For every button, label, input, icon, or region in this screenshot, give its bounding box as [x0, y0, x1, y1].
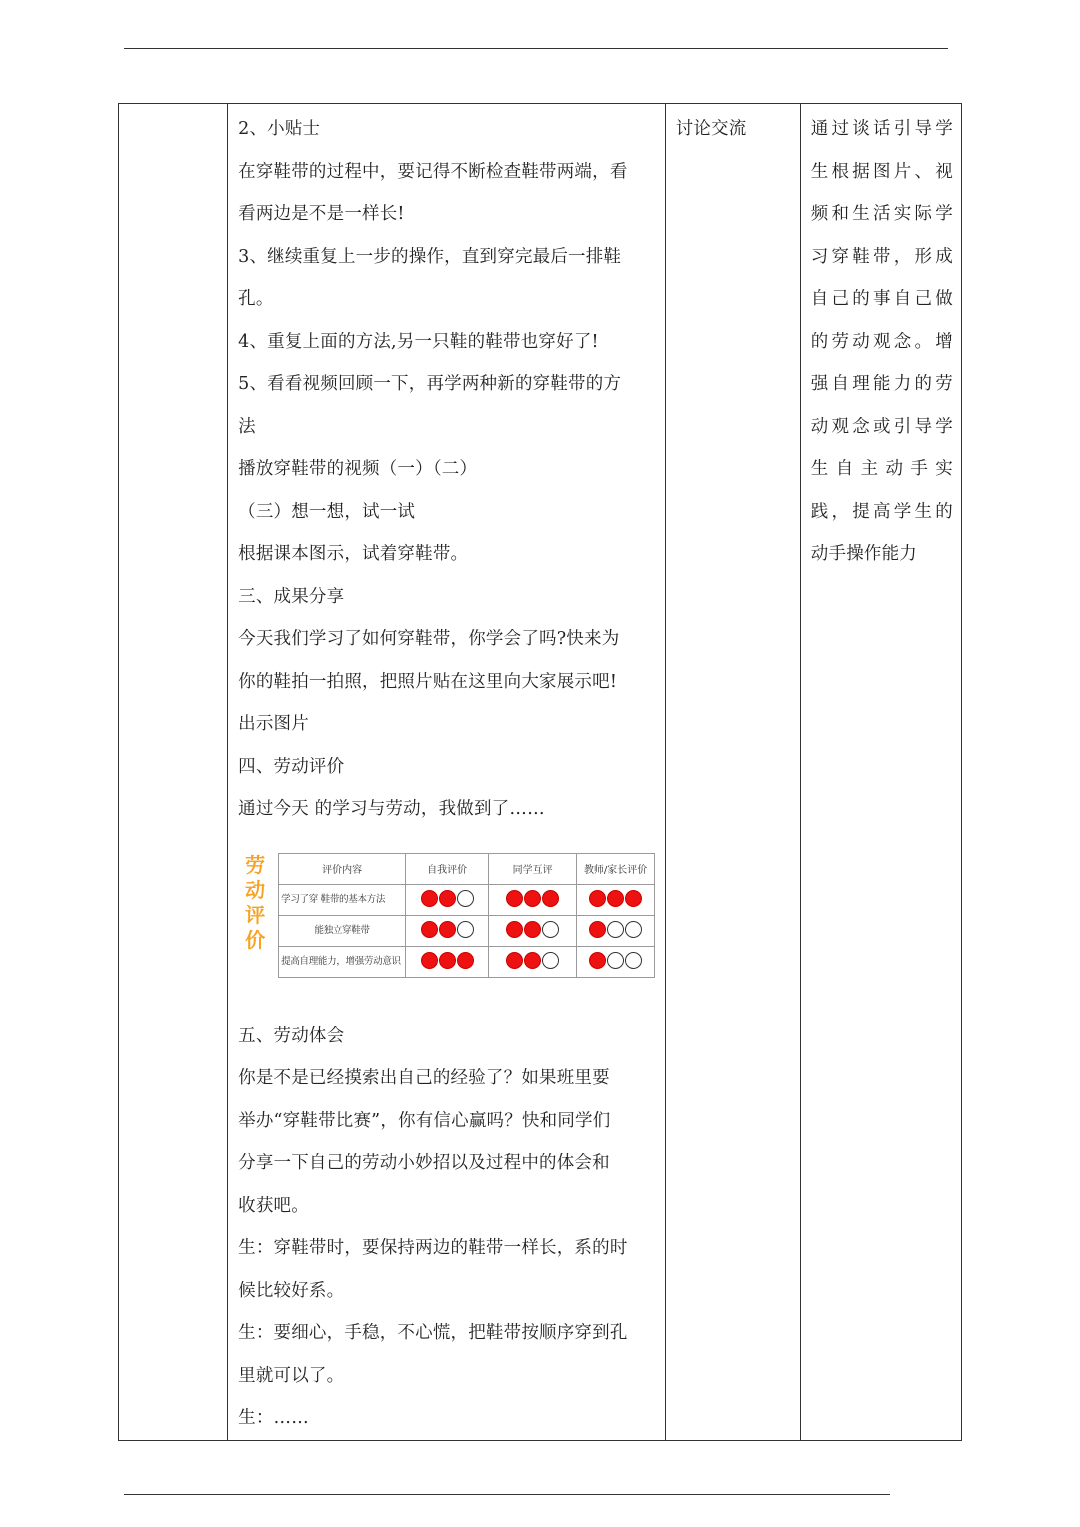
evaluation-row [279, 884, 655, 915]
evaluation-row [279, 915, 655, 946]
filled-rating-dot [524, 890, 541, 907]
filled-rating-dot [421, 890, 438, 907]
evaluation-criterion: 能独立穿鞋带 [279, 915, 406, 946]
content-line: 在穿鞋带的过程中，要记得不断检查鞋带两端，看 [238, 161, 628, 182]
evaluation-figure [238, 839, 655, 1009]
content-line: 通过今天 的学习与劳动，我做到了…… [238, 799, 545, 819]
evaluation-score-cell [577, 915, 655, 946]
design-intent-line: 动手操作能力 [810, 544, 917, 564]
evaluation-row [279, 946, 655, 977]
content-line: 看两边是不是一样长! [238, 204, 405, 224]
content-line: 出示图片 [238, 714, 309, 734]
filled-rating-dot [607, 890, 624, 907]
empty-rating-dot [625, 921, 642, 938]
rating-dots [589, 921, 642, 938]
activity-label: 讨论交流 [675, 119, 747, 139]
rating-dots [589, 952, 642, 969]
filled-rating-dot [589, 890, 606, 907]
filled-rating-dot [506, 952, 523, 969]
filled-rating-dot [542, 890, 559, 907]
content-lines-after [238, 1015, 655, 1440]
header-teacher-eval: 教师/家长评价 [577, 853, 655, 884]
content-line: 四、劳动评价 [238, 756, 345, 777]
content-line: （三）想一想，试一试 [238, 501, 416, 522]
content-line: 3、继续重复上一步的操作，直到穿完最后一排鞋 [238, 246, 622, 267]
content-line: 候比较好系。 [238, 1280, 345, 1301]
content-line: 播放穿鞋带的视频（一）（二） [238, 459, 478, 479]
evaluation-score-cell [406, 884, 489, 915]
design-intent-line: 生根据图片、视 [810, 161, 953, 182]
evaluation-header-row [279, 853, 655, 884]
content-line: 5、看看视频回顾一下，再学两种新的穿鞋带的方 [238, 374, 622, 394]
evaluation-title-char: 价 [245, 927, 266, 952]
content-line: 你是不是已经摸索出自己的经验了？如果班里要 [238, 1068, 610, 1088]
filled-rating-dot [457, 952, 474, 969]
empty-rating-dot [607, 952, 624, 969]
evaluation-title-char: 劳 [245, 852, 266, 877]
content-line: 生：要细心，手稳，不心慌，把鞋带按顺序穿到孔 [238, 1323, 628, 1343]
content-line: 里就可以了。 [238, 1365, 345, 1386]
content-line: 五、劳动体会 [238, 1025, 345, 1046]
empty-rating-dot [542, 952, 559, 969]
content-line: 2、小贴士 [238, 119, 321, 139]
evaluation-score-cell [489, 946, 577, 977]
content-line: 孔。 [238, 289, 274, 309]
content-line: 法 [238, 416, 256, 437]
evaluation-side-title [238, 853, 272, 953]
design-intent-line: 自己的事自己做 [810, 289, 953, 309]
content-line: 三、成果分享 [238, 586, 345, 607]
design-intent-line: 习穿鞋带，形成 [810, 246, 953, 267]
evaluation-title-char: 评 [245, 902, 266, 927]
rating-dots [506, 921, 559, 938]
filled-rating-dot [589, 952, 606, 969]
design-intent-line: 频和生活实际学 [810, 204, 953, 224]
empty-rating-dot [457, 890, 474, 907]
rating-dots [506, 890, 559, 907]
rating-dots [589, 890, 642, 907]
design-intent-line: 的劳动观念。增 [810, 331, 953, 352]
filled-rating-dot [625, 890, 642, 907]
evaluation-title-char: 动 [245, 877, 266, 902]
rating-dots [421, 890, 474, 907]
content-line: 你的鞋拍一拍照，把照片贴在这里向大家展示吧! [238, 671, 618, 692]
activity-cell [665, 104, 800, 1441]
filled-rating-dot [524, 921, 541, 938]
empty-rating-dot [607, 921, 624, 938]
rating-dots [421, 921, 474, 938]
rating-dots [421, 952, 474, 969]
design-intent-line: 生自主动手实 [810, 459, 953, 479]
filled-rating-dot [506, 890, 523, 907]
content-lines-before [238, 108, 655, 831]
evaluation-table [278, 853, 655, 978]
content-line: 生：…… [238, 1408, 309, 1428]
footer-rule [124, 1494, 890, 1495]
content-line: 生：穿鞋带时，要保持两边的鞋带一样长，系的时 [238, 1238, 628, 1258]
design-intent-line: 强自理能力的劳 [810, 374, 953, 394]
content-line: 举办“穿鞋带比赛”，你有信心赢吗？快和同学们 [238, 1110, 611, 1131]
filled-rating-dot [589, 921, 606, 938]
design-intent-line: 通过谈话引导学 [810, 119, 953, 139]
header-criterion: 评价内容 [279, 853, 406, 884]
filled-rating-dot [421, 921, 438, 938]
evaluation-score-cell [577, 884, 655, 915]
stage-column-cell [119, 104, 228, 1441]
header-peer-eval: 同学互评 [489, 853, 577, 884]
empty-rating-dot [542, 921, 559, 938]
evaluation-criterion: 提高自理能力，增强劳动意识 [279, 946, 406, 977]
content-line: 分享一下自己的劳动小妙招以及过程中的体会和 [238, 1153, 610, 1173]
content-line: 今天我们学习了如何穿鞋带，你学会了吗?快来为 [238, 629, 620, 649]
empty-rating-dot [457, 921, 474, 938]
content-line: 收获吧。 [238, 1195, 309, 1216]
content-line: 根据课本图示，试着穿鞋带。 [238, 544, 469, 564]
evaluation-score-cell [406, 946, 489, 977]
design-intent-cell [800, 104, 961, 1441]
filled-rating-dot [421, 952, 438, 969]
filled-rating-dot [506, 921, 523, 938]
evaluation-score-cell [577, 946, 655, 977]
teaching-content-cell [228, 104, 666, 1441]
filled-rating-dot [439, 952, 456, 969]
evaluation-score-cell [489, 915, 577, 946]
header-self-eval: 自我评价 [406, 853, 489, 884]
empty-rating-dot [625, 952, 642, 969]
design-intent-line: 践，提高学生的 [810, 501, 953, 522]
filled-rating-dot [524, 952, 541, 969]
filled-rating-dot [439, 921, 456, 938]
lesson-plan-table [118, 103, 962, 1441]
header-rule [124, 48, 948, 49]
design-intent-line: 动观念或引导学 [810, 416, 953, 437]
evaluation-score-cell [406, 915, 489, 946]
evaluation-criterion: 学习了穿 鞋带的基本方法 [279, 884, 406, 915]
content-line: 4、重复上面的方法,另一只鞋的鞋带也穿好了! [238, 331, 599, 352]
evaluation-score-cell [489, 884, 577, 915]
filled-rating-dot [439, 890, 456, 907]
rating-dots [506, 952, 559, 969]
